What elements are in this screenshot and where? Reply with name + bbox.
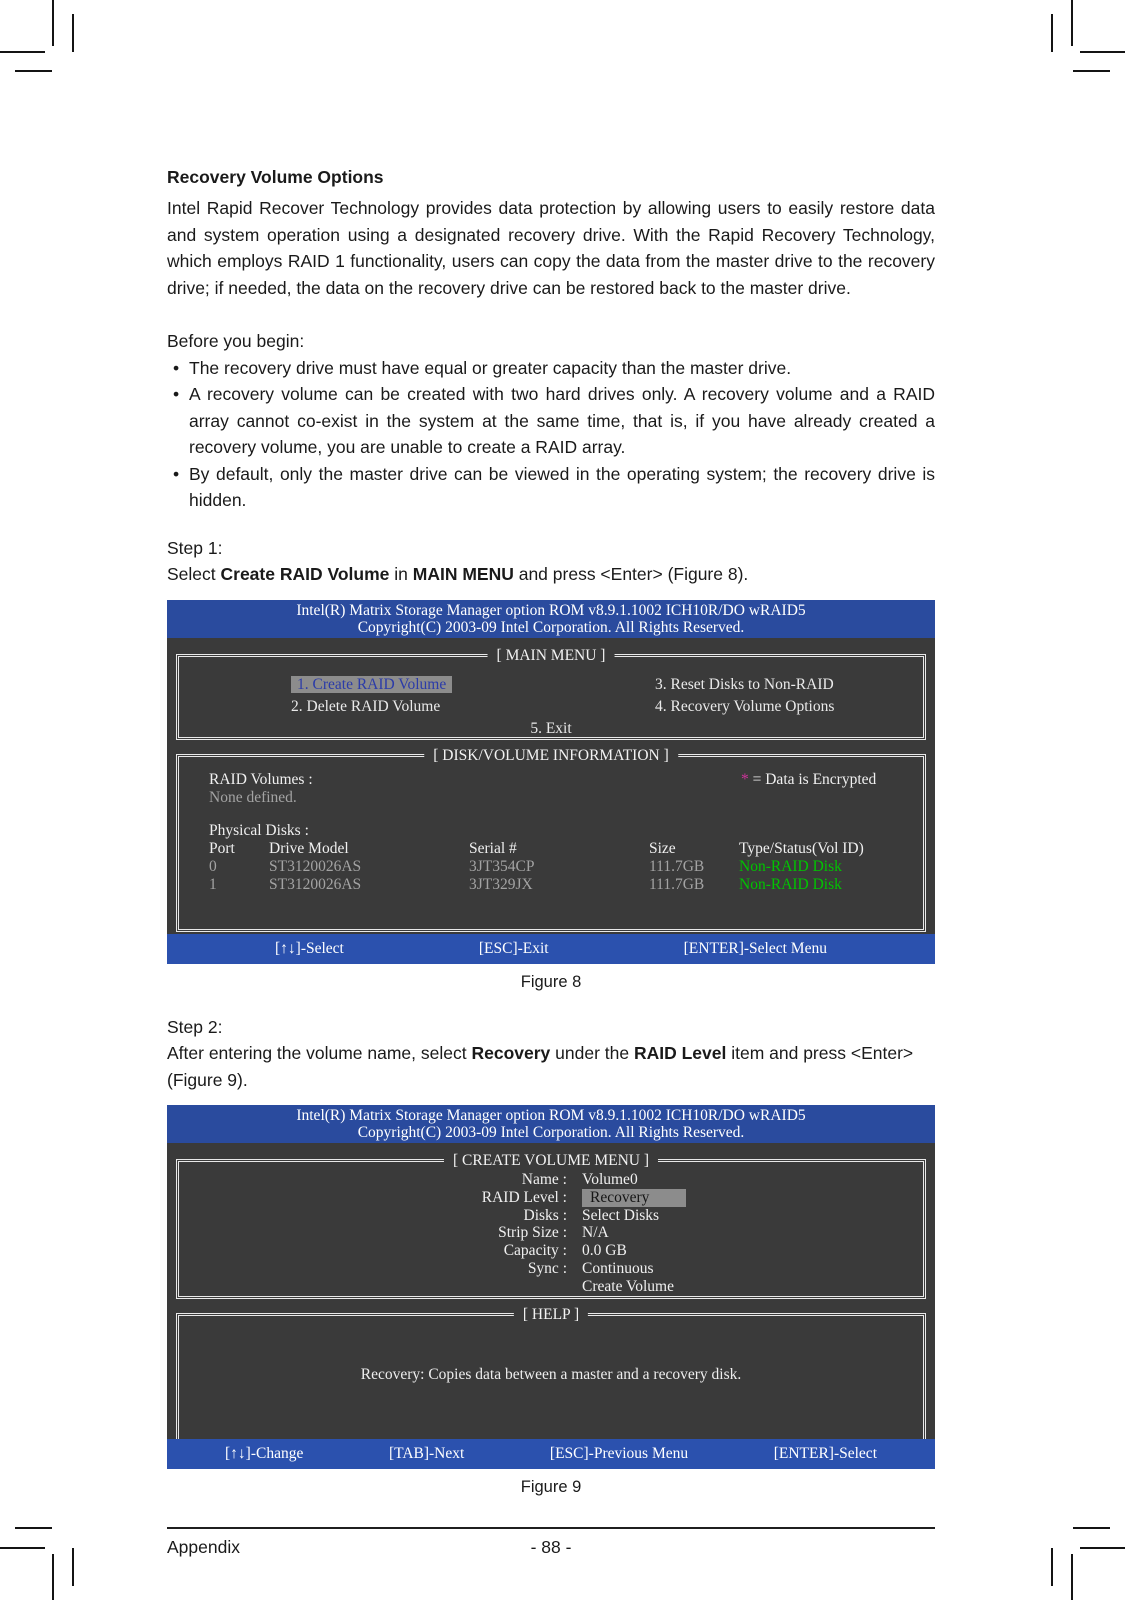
- cell-serial: 3JT354CP: [469, 857, 535, 875]
- key-hint-select: [ENTER]-Select: [773, 1445, 877, 1462]
- footer-page-number: - 88 -: [530, 1537, 572, 1557]
- bullet-text: A recovery volume can be created with two hard drives only. A recovery volume and a RAID array cannot co-exist in the system at the same time, that is, if you have already created a recovery volume, you are unable to create a RAID array.: [189, 384, 935, 457]
- cell-status: Non-RAID Disk: [739, 857, 842, 875]
- step2-instruction: [167, 1040, 935, 1093]
- field-value: Select Disks: [582, 1206, 660, 1224]
- step2-heading: Step 2:: [167, 1016, 223, 1037]
- crop-mark: [15, 70, 52, 72]
- raid-volumes-label: RAID Volumes :: [209, 770, 313, 788]
- cell-size: 111.7GB: [649, 875, 705, 893]
- figure8-bios-screenshot: [167, 600, 935, 964]
- crop-mark: [1051, 14, 1053, 52]
- cell-size: 111.7GB: [649, 857, 705, 875]
- figure9-caption: Figure 9: [520, 1478, 582, 1496]
- disk-volume-info-title: [ DISK/VOLUME INFORMATION ]: [424, 747, 678, 765]
- col-serial: Serial #: [469, 839, 517, 857]
- bios-body: [167, 1152, 935, 1447]
- disk-table-header: [209, 840, 913, 858]
- crop-mark: [1080, 51, 1125, 53]
- col-port: Port: [209, 839, 235, 857]
- menu-item-label: 4. Recovery Volume Options: [655, 697, 835, 715]
- bios-header-line2: Copyright(C) 2003-09 Intel Corporation. All Rights Reserved.: [357, 1124, 745, 1141]
- step2-text: under the: [550, 1043, 634, 1063]
- col-size: Size: [649, 839, 676, 857]
- field-strip-size: [179, 1224, 923, 1242]
- crop-mark: [72, 14, 74, 52]
- crop-mark: [15, 1527, 52, 1529]
- disk-table-row: [209, 876, 913, 894]
- bios-header-line1: Intel(R) Matrix Storage Manager option ROM v8.9.1.1002 ICH10R/DO wRAID5: [296, 1107, 806, 1124]
- encrypted-legend: [741, 771, 876, 789]
- cell-model: ST3120026AS: [269, 875, 362, 893]
- crop-mark: [1071, 1554, 1073, 1600]
- bullet-text: By default, only the master drive can be viewed in the operating system; the recovery drive is hidden.: [189, 463, 935, 510]
- disk-table-row: [209, 858, 913, 876]
- field-label: Name :: [521, 1171, 567, 1188]
- cell-serial: 3JT329JX: [469, 875, 533, 893]
- selected-field-value: Recovery: [582, 1189, 686, 1207]
- main-menu-items: [179, 657, 923, 740]
- bios-body: [167, 646, 935, 932]
- step2-text: item and press <Enter> (Figure 9).: [167, 1043, 914, 1090]
- create-volume-menu-box: [176, 1152, 926, 1299]
- crop-mark: [0, 51, 45, 53]
- crop-mark: [52, 0, 54, 46]
- cell-port: 0: [209, 857, 217, 875]
- crop-mark: [0, 1547, 45, 1549]
- asterisk: *: [741, 770, 749, 788]
- col-type-status: Type/Status(Vol ID): [739, 839, 864, 857]
- create-volume-fields: [179, 1162, 923, 1296]
- crop-mark: [52, 1554, 54, 1600]
- menu-item-exit: [179, 718, 923, 740]
- raid-volumes-value: None defined.: [209, 788, 297, 806]
- intro-paragraph: Intel Rapid Recover Technology provides data protection by allowing users to easily restore data and system operation using a designated recovery drive. With the Rapid Recovery Technology, which employs RAID 1 functionality, users can copy the data from the master drive to the recovery drive; if needed, the data on the recovery drive can be restored back to the master drive.: [167, 198, 935, 298]
- cell-model: ST3120026AS: [269, 857, 362, 875]
- step1-text: Select: [167, 564, 221, 584]
- field-label: Disks :: [523, 1206, 567, 1224]
- encrypted-note: = Data is Encrypted: [748, 770, 877, 788]
- disk-volume-info-box: [176, 746, 926, 932]
- key-hint-exit: [ESC]-Exit: [478, 939, 549, 957]
- main-menu-box: [176, 646, 926, 740]
- field-disks: [179, 1207, 923, 1225]
- bios-header-line2: Copyright(C) 2003-09 Intel Corporation. All Rights Reserved.: [357, 618, 745, 636]
- footer-rule: [167, 1527, 935, 1529]
- menu-item-reset-disks: [551, 674, 923, 696]
- footer-section: Appendix: [167, 1537, 240, 1557]
- crop-mark: [1073, 70, 1110, 72]
- field-value: Continuous: [582, 1259, 654, 1277]
- list-item: [167, 461, 935, 514]
- bios-header-line1: Intel(R) Matrix Storage Manager option ROM v8.9.1.1002 ICH10R/DO wRAID5: [296, 601, 806, 619]
- list-item: [167, 381, 935, 461]
- selected-menu-item: 1. Create RAID Volume: [291, 676, 452, 693]
- field-label: Sync :: [527, 1259, 567, 1277]
- bios-statusbar: [167, 1439, 935, 1469]
- key-hint-next: [TAB]-Next: [388, 1445, 465, 1462]
- field-label: Strip Size :: [498, 1224, 567, 1242]
- field-label: RAID Level :: [481, 1188, 567, 1206]
- field-label: Capacity :: [503, 1242, 567, 1260]
- bullet-text: The recovery drive must have equal or greater capacity than the master drive.: [189, 357, 792, 378]
- disk-volume-info-content: [179, 757, 923, 894]
- bios-statusbar: [167, 934, 935, 964]
- help-box: [176, 1306, 926, 1447]
- step1-text: in: [389, 564, 413, 584]
- figure9-bios-screenshot: [167, 1105, 935, 1469]
- help-text: Recovery: Copies data between a master and a recovery disk.: [360, 1366, 742, 1383]
- figure8-caption: Figure 8: [520, 972, 582, 991]
- step1-text: and press <Enter> (Figure 8).: [513, 564, 749, 584]
- menu-item-label: 2. Delete RAID Volume: [291, 697, 441, 715]
- crop-mark: [1080, 1547, 1125, 1549]
- main-menu-title: [ MAIN MENU ]: [488, 647, 615, 665]
- step1-bold: MAIN MENU: [412, 564, 514, 584]
- list-item: [167, 355, 935, 382]
- bios-header-banner: [167, 1105, 935, 1143]
- field-capacity: [179, 1242, 923, 1260]
- field-sync: [179, 1260, 923, 1278]
- key-hint-select-menu: [ENTER]-Select Menu: [683, 939, 827, 957]
- menu-item-label: 3. Reset Disks to Non-RAID: [655, 675, 834, 693]
- field-raid-level: [179, 1189, 923, 1207]
- crop-mark: [1073, 1527, 1110, 1529]
- step2-bold: RAID Level: [633, 1043, 727, 1063]
- step2-text: After entering the volume name, select: [167, 1043, 472, 1063]
- key-hint-change: [↑↓]-Change: [225, 1445, 304, 1462]
- crop-mark: [72, 1548, 74, 1586]
- step1-bold: Create RAID Volume: [220, 564, 390, 584]
- field-name: [179, 1171, 923, 1189]
- menu-item-create-raid-volume: [179, 674, 551, 696]
- physical-disks-label: Physical Disks :: [209, 821, 309, 839]
- field-value: N/A: [582, 1224, 609, 1242]
- bios-header-banner: [167, 600, 935, 638]
- page-footer: [167, 1537, 935, 1558]
- step1-instruction: [167, 561, 935, 588]
- menu-item-delete-raid-volume: [179, 696, 551, 718]
- step1-heading: Step 1:: [167, 537, 223, 558]
- field-value: Volume0: [582, 1171, 638, 1188]
- create-volume-menu-title: [ CREATE VOLUME MENU ]: [444, 1152, 658, 1170]
- help-title: [ HELP ]: [514, 1306, 588, 1324]
- key-hint-previous-menu: [ESC]-Previous Menu: [549, 1445, 689, 1462]
- section-title: Recovery Volume Options: [167, 167, 384, 187]
- field-label: [179, 1278, 567, 1296]
- menu-item-label: 5. Exit: [530, 719, 572, 737]
- cell-port: 1: [209, 875, 217, 893]
- key-hint-select: [↑↓]-Select: [275, 939, 344, 957]
- bullet-list: [167, 355, 935, 514]
- field-value: Create Volume: [582, 1277, 674, 1295]
- col-drive-model: Drive Model: [269, 839, 349, 857]
- cell-status: Non-RAID Disk: [739, 875, 842, 893]
- menu-item-recovery-volume-options: [551, 696, 923, 718]
- crop-mark: [1051, 1548, 1053, 1586]
- field-value: 0.0 GB: [582, 1242, 627, 1260]
- field-create-volume: [179, 1278, 923, 1296]
- crop-mark: [1071, 0, 1073, 46]
- page-content: [167, 0, 935, 1558]
- before-you-begin-heading: Before you begin:: [167, 331, 305, 351]
- step2-bold: Recovery: [471, 1043, 551, 1063]
